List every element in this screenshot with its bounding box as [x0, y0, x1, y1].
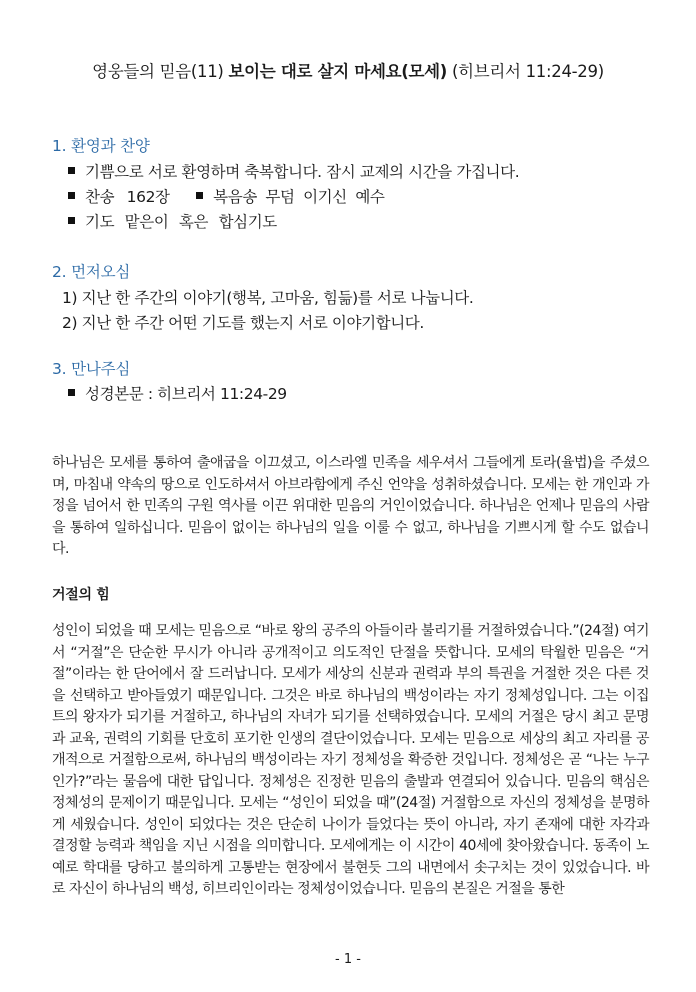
- page-title: [0, 58, 696, 82]
- prayer-text: 기도 맡은이 혹은 합심기도: [85, 213, 277, 231]
- welcome-prayer: [68, 210, 277, 232]
- subheading: 거절의 힘: [52, 587, 110, 603]
- square-bullet-icon: [196, 192, 203, 199]
- title-main: 보이는 대로 살지 마세요(모세): [228, 62, 448, 81]
- square-bullet-icon: [68, 167, 75, 174]
- title-prefix: 영웅들의 믿음(11): [92, 62, 224, 81]
- section-heading-first: 2. 먼저오심: [52, 263, 131, 281]
- hymn-text: 찬송 162장: [85, 188, 170, 206]
- scripture-text: 성경본문 : 히브리서 11:24-29: [85, 385, 287, 403]
- square-bullet-icon: [68, 217, 75, 224]
- welcome-songs: [68, 185, 384, 207]
- square-bullet-icon: [68, 192, 75, 199]
- intro-paragraph: 하나님은 모세를 통하여 출애굽을 이끄셨고, 이스라엘 민족을 세우셔서 그들에게 토라(율법)을 주셨으며, 마침내 약속의 땅으로 인도하셔서 아브라함에게 주신 언약을 성취하셨습니다. 모세는 한 개인과 가정을 넘어서 한 민족의 구원 역사를 이끈 위대한 믿음의 거인이었습니다. 하나님은 언제나 믿음의 사람을 통하여 일하십니다. 믿음이 없이는 하나님의 일을 이룰 수 없고, 하나님을 기쁘시게 할 수도 없습니다.: [52, 455, 649, 557]
- scripture-reference: [68, 382, 287, 404]
- body-paragraph: 성인이 되었을 때 모세는 믿음으로 “바로 왕의 공주의 아들이라 불리기를 거절하였습니다.”(24절) 여기서 “거절”은 단순한 무시가 아니라 공개적이고 의도적인 단절을 뜻합니다. 모세의 탁월한 믿음은 “거절”이라는 한 단어에서 잘 드러납니다. 모세가 세상의 신분과 권력과 부의 특권을 거절한 것은 다른 것을 선택하고 받아들였기 때문입니다. 그것은 바로 하나님의 백성이라는 자기 정체성입니다. 그는 이집트의 왕자가 되기를 거절하고, 하나님의 자녀가 되기를 선택하였습니다. 모세의 거절은 당시 최고 문명과 교육, 권력의 기회를 단호히 포기한 인생의 결단이었습니다. 모세는 믿음으로 세상의 최고 자리를 공개적으로 거절함으로써, 하나님의 백성이라는 자기 정체성을 확증한 것입니다. 정체성은 곧 “나는 누구인가?”라는 물음에 대한 답입니다. 정체성은 진정한 믿음의 출발과 연결되어 있습니다. 믿음의 핵심은 정체성의 문제이기 때문입니다. 모세는 “성인이 되었을 때”(24절) 거절함으로 자신의 정체성을 분명하게 세웠습니다. 성인이 되었다는 것은 단순히 나이가 들었다는 뜻이 아니라, 자기 존재에 대한 자각과 결정할 능력과 책임을 지닌 시점을 의미합니다. 모세에게는 이 시간이 40세에 찾아왔습니다. 동족이 노예로 학대를 당하고 불의하게 고통받는 현장에서 불현듯 그의 내면에서 솟구치는 것이 있었습니다. 바로 자신이 하나님의 백성, 히브리인이라는 정체성이었습니다. 믿음의 본질은 거절을 통한: [52, 623, 649, 897]
- welcome-greeting-text: 기쁨으로 서로 환영하며 축복합니다. 잠시 교제의 시간을 가집니다.: [85, 163, 520, 181]
- sharing-item-1: 1) 지난 한 주간의 이야기(행복, 고마움, 힘듦)를 서로 나눕니다.: [62, 289, 474, 307]
- gospel-song-text: 복음송 무덤 이기신 예수: [213, 188, 385, 206]
- section-heading-welcome: 1. 환영과 찬양: [52, 137, 150, 155]
- section-heading-meeting: 3. 만나주심: [52, 360, 131, 378]
- sharing-item-2: 2) 지난 한 주간 어떤 기도를 했는지 서로 이야기합니다.: [62, 314, 424, 332]
- square-bullet-icon: [68, 389, 75, 396]
- page-number: - 1 -: [335, 952, 361, 967]
- welcome-greeting: [68, 160, 519, 182]
- title-suffix: (히브리서 11:24-29): [451, 62, 604, 81]
